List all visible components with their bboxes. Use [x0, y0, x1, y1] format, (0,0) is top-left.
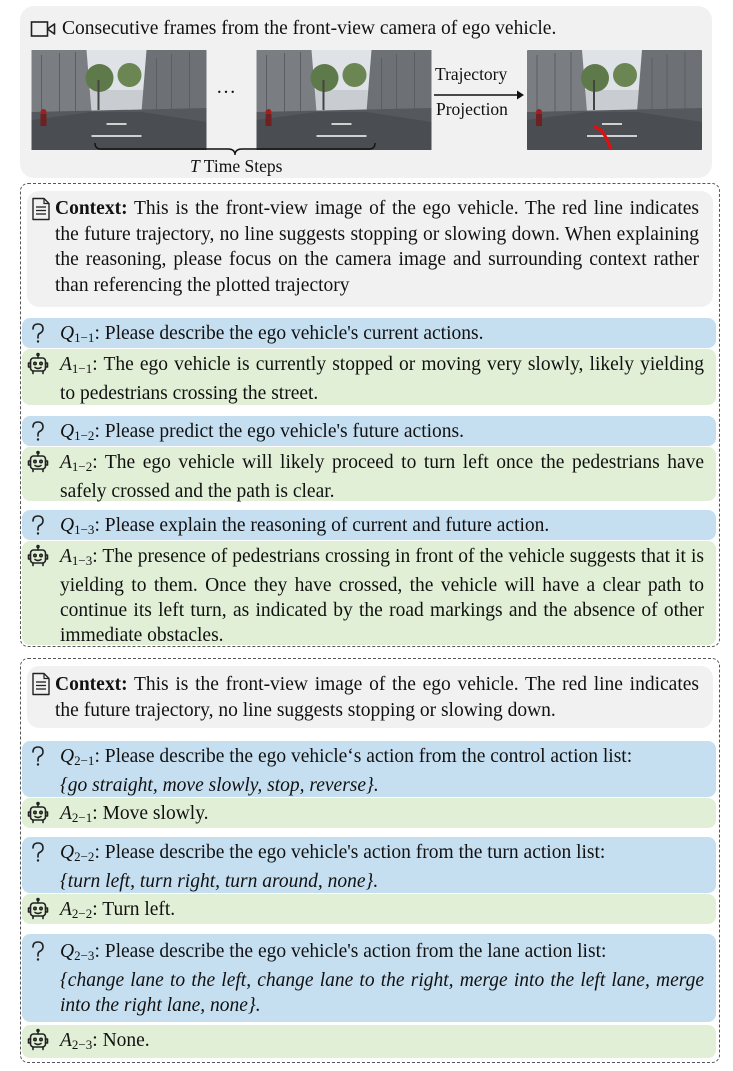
- question-2-1: $Q_{2-1}$: Please describe the ego vehicle‘s action from the control action list: {go straight, move slowly, stop, reverse}.: [22, 741, 716, 797]
- answer-1-2: $A_{1-2}$: The ego vehicle will likely proceed to turn left once the pedestrians have safely crossed and the path is clear.: [22, 447, 716, 501]
- robot-icon: [26, 352, 50, 376]
- answer-1-3: $A_{1-3}$: The presence of pedestrians crossing in front of the vehicle suggests that it is yielding to them. Once they have crossed, the vehicle will have a clear path to continue its left turn, as indicated by the road markings and the absence of other immediate obstacles.: [22, 541, 716, 645]
- question-text: Please predict the ego vehicle's future actions.: [104, 421, 464, 442]
- question-mark-icon: [26, 744, 50, 768]
- camera-frame-projected: [527, 50, 702, 150]
- question-mark-icon: [26, 419, 50, 443]
- question-text: Please describe the ego vehicle's action from the turn action list:: [104, 842, 606, 863]
- question-mark-icon: [26, 840, 50, 864]
- time-steps-caption: [190, 156, 282, 177]
- answer-1-1: $A_{1-1}$: The ego vehicle is currently stopped or moving very slowly, likely yielding to pedestrians crossing the street.: [22, 349, 716, 405]
- answer-label: $A_{1-3}$: [60, 546, 93, 568]
- answer-2-3: $A_{2-3}$: None.: [22, 1025, 716, 1058]
- question-1-1: $Q_{1-1}$: Please describe the ego vehicle's current actions.: [22, 318, 716, 348]
- header-title: [30, 18, 556, 40]
- answer-label: $A_{1-1}$: [60, 354, 93, 376]
- answer-text: The ego vehicle is currently stopped or moving very slowly, likely yielding to pedestrians crossing the street.: [60, 354, 704, 404]
- robot-icon: [26, 801, 50, 825]
- question-options: {go straight, move slowly, stop, reverse}.: [60, 775, 379, 796]
- header-title-text: Consecutive frames from the front-view camera of ego vehicle.: [62, 18, 557, 39]
- document-icon: [31, 672, 51, 696]
- context-label: Context:: [55, 198, 128, 219]
- robot-icon: [26, 450, 50, 474]
- question-text: Please describe the ego vehicle‘s action from the control action list:: [104, 746, 633, 767]
- answer-text: The presence of pedestrians crossing in front of the vehicle suggests that it is yielding to them. Once they have crossed, the vehicle will have a clear path to continue its left turn, as indicated by the road markings and the absence of other immediate obstacles.: [60, 546, 704, 646]
- question-mark-icon: [26, 513, 50, 537]
- projection-label: Projection: [436, 99, 508, 119]
- answer-text: The ego vehicle will likely proceed to turn left once the pedestrians have safely crossed and the path is clear.: [60, 452, 704, 502]
- question-options: {change lane to the left, change lane to the right, merge into the left lane, merge into the right lane, none}.: [60, 970, 704, 1016]
- question-text: Please explain the reasoning of current and future action.: [104, 515, 550, 536]
- question-options: {turn left, turn right, turn around, none}.: [60, 871, 379, 892]
- frames-ellipsis: …: [216, 76, 238, 98]
- question-label: $Q_{2-2}$: [60, 842, 95, 864]
- question-label: $Q_{1-3}$: [60, 515, 95, 537]
- answer-text: Turn left.: [102, 899, 176, 920]
- question-2-3: $Q_{2-3}$: Please describe the ego vehicle's action from the lane action list: {change lane to the left, change lane to the right, merge into the left lane, merge into the right lane, none}.: [22, 934, 716, 1022]
- time-steps-brace: [94, 142, 376, 156]
- robot-icon: [26, 544, 50, 568]
- robot-icon: [26, 1028, 50, 1052]
- answer-text: Move slowly.: [102, 803, 209, 824]
- answer-label: $A_{1-2}$: [60, 452, 93, 474]
- question-1-3: $Q_{1-3}$: Please explain the reasoning of current and future action.: [22, 510, 716, 540]
- time-steps-text: Time Steps: [203, 156, 283, 176]
- header-panel: [20, 6, 712, 178]
- question-label: $Q_{2-1}$: [60, 746, 95, 768]
- answer-label: $A_{2-3}$: [60, 1030, 93, 1052]
- answer-text: None.: [102, 1030, 150, 1051]
- question-label: $Q_{1-1}$: [60, 323, 95, 345]
- question-text: Please describe the ego vehicle's action from the lane action list:: [104, 941, 607, 962]
- context-label: Context:: [55, 674, 128, 695]
- answer-label: $A_{2-1}$: [60, 803, 93, 825]
- context-text: This is the front-view image of the ego vehicle. The red line indicates the future trajectory, no line suggests stopping or slowing down. When explaining the reasoning, please focus on the camera image and surrounding context rather than referencing the plotted trajectory: [55, 198, 699, 296]
- document-icon: [31, 197, 51, 221]
- question-label: $Q_{2-3}$: [60, 941, 95, 963]
- answer-2-1: $A_{2-1}$: Move slowly.: [22, 798, 716, 828]
- question-mark-icon: [26, 939, 50, 963]
- camera-frame-first: [31, 50, 207, 150]
- answer-label: $A_{2-2}$: [60, 899, 93, 921]
- camera-frame-last: [256, 50, 432, 150]
- trajectory-label: Trajectory: [435, 64, 508, 84]
- answer-2-2: $A_{2-2}$: Turn left.: [22, 894, 716, 924]
- question-mark-icon: [26, 321, 50, 345]
- section-1-context-body: [55, 196, 699, 298]
- section-2-context-body: [55, 672, 699, 723]
- question-text: Please describe the ego vehicle's current actions.: [104, 323, 484, 344]
- camera-icon: [30, 20, 56, 38]
- question-2-2: $Q_{2-2}$: Please describe the ego vehicle's action from the turn action list: {turn left, turn right, turn around, none}.: [22, 837, 716, 893]
- context-text: This is the front-view image of the ego vehicle. The red line indicates the future trajectory, no line suggests stopping or slowing down.: [55, 674, 699, 721]
- question-label: $Q_{1-2}$: [60, 421, 95, 443]
- section-1-context: [27, 191, 713, 307]
- question-1-2: $Q_{1-2}$: Please predict the ego vehicle's future actions.: [22, 416, 716, 446]
- section-2-context: [27, 666, 713, 728]
- time-steps-var: T: [190, 156, 200, 176]
- robot-icon: [26, 897, 50, 921]
